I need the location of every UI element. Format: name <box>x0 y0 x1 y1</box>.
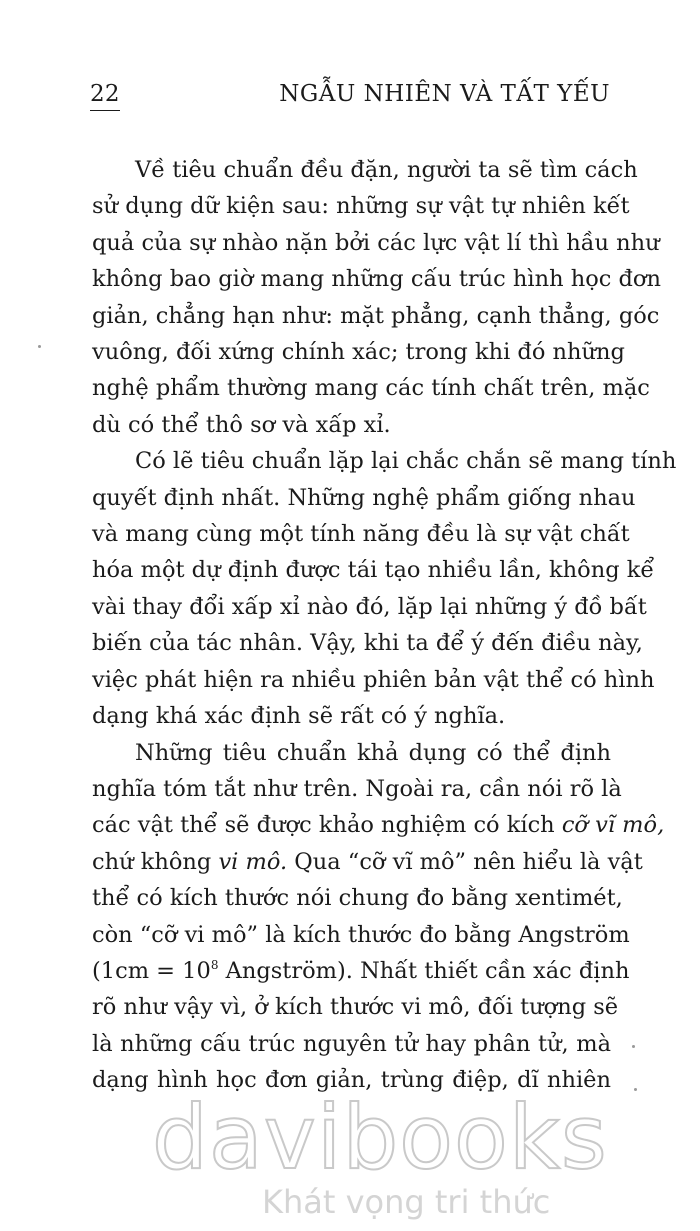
text-line: Những tiêu chuẩn khả dụng có thể định <box>135 739 611 766</box>
running-header <box>90 80 610 116</box>
watermark <box>0 1080 700 1230</box>
text-run: chứ không <box>92 848 219 875</box>
text-line: quyết định nhất. Những nghệ phẩm giống nhau <box>92 484 636 511</box>
text-line: rõ như vậy vì, ở kích thước vi mô, đối tượng sẽ <box>92 994 619 1021</box>
scan-speck <box>38 345 41 348</box>
text-line: vuông, đối xứng chính xác; trong khi đó những <box>92 339 625 366</box>
text-line: dạng hình học đơn giản, trùng điệp, dĩ nhiên <box>92 1067 611 1094</box>
paragraph <box>92 735 665 1099</box>
text-run: (1cm = 10 <box>92 957 211 984</box>
text-line: quả của sự nhào nặn bởi các lực vật lí thì hầu như <box>92 229 660 256</box>
italic-term: vi mô. <box>218 848 288 875</box>
watermark-slogan: Khát vọng tri thức <box>262 1183 551 1221</box>
text-line: Về tiêu chuẩn đều đặn, người ta sẽ tìm cách <box>135 157 638 183</box>
exponent: 8 <box>210 957 219 972</box>
text-line: Có lẽ tiêu chuẩn lặp lại chắc chắn sẽ mang tính <box>135 448 677 475</box>
text-line <box>92 844 643 880</box>
text-line: dạng khá xác định sẽ rất có ý nghĩa. <box>92 703 506 730</box>
scan-speck <box>632 1045 635 1048</box>
text-line: sử dụng dữ kiện sau: những sự vật tự nhiên kết <box>92 193 630 220</box>
text-run: các vật thể sẽ được khảo nghiệm có kích <box>92 812 562 839</box>
text-line: còn “cỡ vi mô” là kích thước đo bằng Angström <box>92 921 630 948</box>
paragraph <box>92 443 677 734</box>
text-line: vài thay đổi xấp xỉ nào đó, lặp lại những ý đồ bất <box>92 593 647 620</box>
text-line <box>92 953 630 989</box>
text-line: việc phát hiện ra nhiều phiên bản vật thể có hình <box>92 666 655 693</box>
text-line: giản, chẳng hạn như: mặt phẳng, cạnh thẳng, góc <box>92 302 660 329</box>
text-line: nghĩa tóm tắt như trên. Ngoài ra, cần nói rõ là <box>92 775 622 802</box>
body-text <box>92 152 677 1099</box>
watermark-brand: davibooks <box>152 1086 608 1189</box>
text-line: nghệ phẩm thường mang các tính chất trên, mặc <box>92 375 650 402</box>
book-title: NGẪU NHIÊN VÀ TẤT YẾU <box>279 81 610 107</box>
text-line <box>92 807 665 843</box>
text-line: hóa một dự định được tái tạo nhiều lần, không kể <box>92 557 655 584</box>
text-line: thể có kích thước nói chung đo bằng xentimét, <box>92 885 623 912</box>
paragraph <box>92 152 661 443</box>
italic-term: cỡ vĩ mô, <box>561 812 665 839</box>
text-line: không bao giờ mang những cấu trúc hình học đơn <box>92 266 661 293</box>
text-line: là những cấu trúc nguyên tử hay phân tử, mà <box>92 1030 611 1057</box>
page-number: 22 <box>90 80 120 111</box>
text-line: biến của tác nhân. Vậy, khi ta để ý đến điều này, <box>92 630 643 657</box>
scan-speck <box>634 1088 637 1091</box>
text-run: Qua “cỡ vĩ mô” nên hiểu là vật <box>287 848 643 875</box>
text-line: dù có thể thô sơ và xấp xỉ. <box>92 411 391 438</box>
text-run: Angström). Nhất thiết cần xác định <box>218 957 630 984</box>
text-line: và mang cùng một tính năng đều là sự vật chất <box>92 521 630 548</box>
